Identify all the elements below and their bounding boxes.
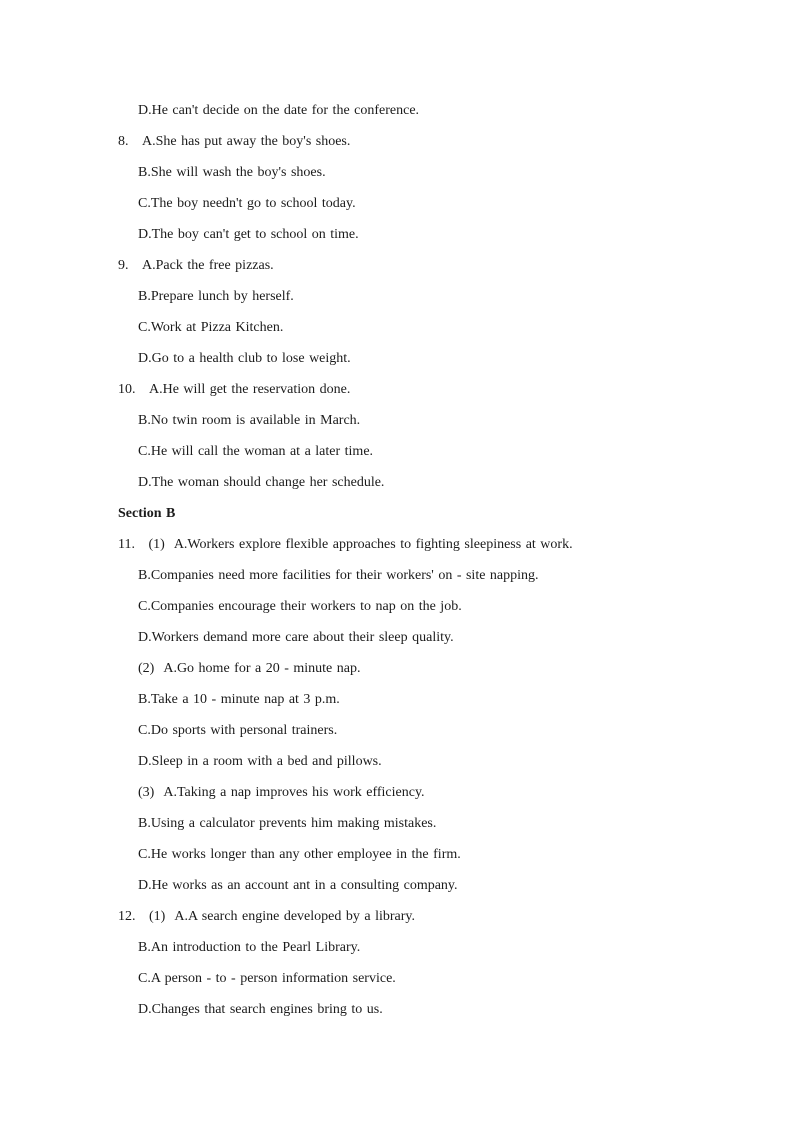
question-number: 12. <box>118 909 149 924</box>
option-line <box>0 932 793 963</box>
line-text: B.Prepare lunch by herself. <box>138 289 294 304</box>
question-line <box>0 374 793 405</box>
option-line <box>0 436 793 467</box>
line-text: C.Companies encourage their workers to nap on the job. <box>138 599 462 614</box>
sub-question-line <box>0 777 793 808</box>
option-line <box>0 839 793 870</box>
line-text: B.No twin room is available in March. <box>138 413 361 428</box>
line-text: C.The boy needn't go to school today. <box>138 196 356 211</box>
line-text: B.Companies need more facilities for their workers' on - site napping. <box>138 568 539 583</box>
line-text: B.She will wash the boy's shoes. <box>138 165 326 180</box>
question-line <box>0 126 793 157</box>
question-line <box>0 529 793 560</box>
question-number: 9. <box>118 258 142 273</box>
option-line <box>0 870 793 901</box>
line-text: B.Using a calculator prevents him making mistakes. <box>138 816 437 831</box>
option-line <box>0 994 793 1025</box>
line-text: D.Changes that search engines bring to us. <box>138 1002 383 1017</box>
part-number: (3) <box>138 785 164 800</box>
option-line <box>0 963 793 994</box>
option-line <box>0 312 793 343</box>
line-text: A.Go home for a 20 - minute nap. <box>163 661 361 676</box>
question-line <box>0 901 793 932</box>
option-line <box>0 560 793 591</box>
option-line <box>0 219 793 250</box>
line-text: D.He can't decide on the date for the conference. <box>138 103 420 118</box>
option-line <box>0 188 793 219</box>
line-text: A.Taking a nap improves his work efficiency. <box>163 785 425 800</box>
option-line <box>0 622 793 653</box>
line-text: C.Do sports with personal trainers. <box>138 723 338 738</box>
option-line <box>0 343 793 374</box>
question-number: 8. <box>118 134 142 149</box>
line-text: C.A person - to - person information service. <box>138 971 396 986</box>
line-text: A.She has put away the boy's shoes. <box>142 134 351 149</box>
question-number: 11. <box>118 537 149 552</box>
line-text: D.He works as an account ant in a consulting company. <box>138 878 458 893</box>
line-text: D.Workers demand more care about their sleep quality. <box>138 630 454 645</box>
option-line <box>0 591 793 622</box>
part-number: (1) <box>149 909 175 924</box>
part-number: (1) <box>148 537 174 552</box>
option-line <box>0 684 793 715</box>
line-text: C.He will call the woman at a later time. <box>138 444 374 459</box>
sub-question-line <box>0 653 793 684</box>
line-text: D.Go to a health club to lose weight. <box>138 351 351 366</box>
line-text: C.Work at Pizza Kitchen. <box>138 320 284 335</box>
line-text: C.He works longer than any other employee in the firm. <box>138 847 461 862</box>
question-number: 10. <box>118 382 149 397</box>
line-text: B.Take a 10 - minute nap at 3 p.m. <box>138 692 340 707</box>
line-text: A.A search engine developed by a library. <box>174 909 415 924</box>
line-text: D.The woman should change her schedule. <box>138 475 385 490</box>
line-text: Section B <box>118 506 176 521</box>
option-line <box>0 157 793 188</box>
option-line <box>0 405 793 436</box>
option-line <box>0 808 793 839</box>
line-text: D.Sleep in a room with a bed and pillows. <box>138 754 382 769</box>
line-text: A.Workers explore flexible approaches to fighting sleepiness at work. <box>173 537 573 552</box>
option-line <box>0 715 793 746</box>
option-line <box>0 95 793 126</box>
question-line <box>0 250 793 281</box>
line-text: D.The boy can't get to school on time. <box>138 227 359 242</box>
option-line <box>0 746 793 777</box>
line-text: A.Pack the free pizzas. <box>142 258 274 273</box>
option-line <box>0 281 793 312</box>
section-heading <box>0 498 793 529</box>
part-number: (2) <box>138 661 164 676</box>
option-line <box>0 467 793 498</box>
line-text: A.He will get the reservation done. <box>149 382 351 397</box>
line-text: B.An introduction to the Pearl Library. <box>138 940 361 955</box>
